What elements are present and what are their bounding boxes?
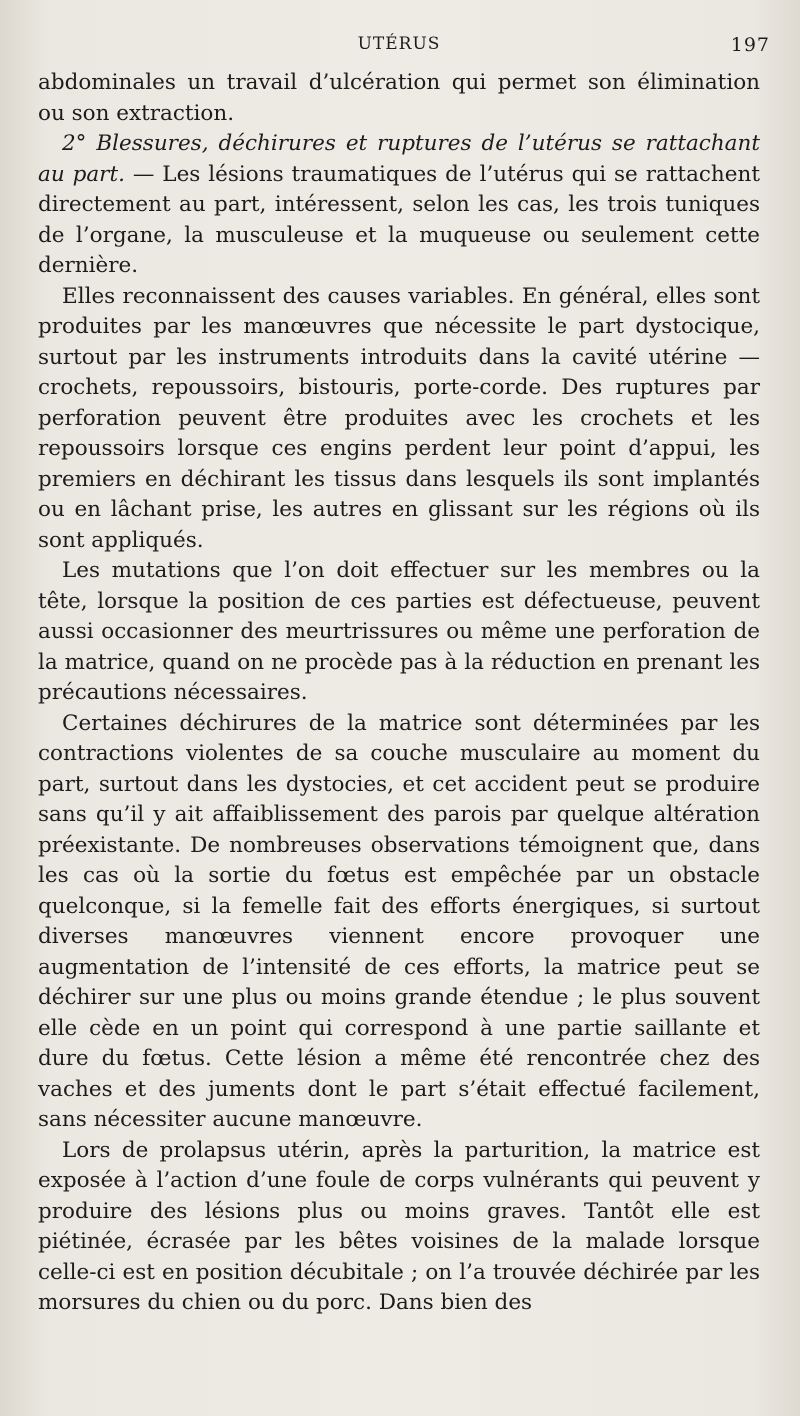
- running-title: UTÉRUS: [357, 34, 441, 54]
- paragraph-2-text: — Les lésions traumatiques de l’utérus qui se rattachent directement au part, intéressent, selon les cas, les trois tuniques de l’organe, la musculeuse et la muqueuse ou seulement cette dernière.: [38, 161, 760, 278]
- page-header: [38, 34, 770, 68]
- paragraph-4: Les mutations que l’on doit effectuer sur les membres ou la tête, lorsque la position de ces parties est défectueuse, peuvent aussi occasionner des meurtrissures ou même une perforation de la matrice, quand on ne procède pas à la réduction en prenant les précautions nécessaires.: [38, 558, 760, 705]
- page-number: 197: [730, 34, 770, 56]
- paragraph-5: Certaines déchirures de la matrice sont déterminées par les contractions violentes de sa couche musculaire au moment du part, surtout dans les dystocies, et cet accident peut se produire sans qu’il y ait affaiblissement des parois par quelque altération préexistante. De nombreuses observations témoignent que, dans les cas où la sortie du fœtus est empêchée par un obstacle quelconque, si la femelle fait des efforts énergiques, si surtout diverses manœuvres viennent encore provoquer une augmentation de l’intensité de ces efforts, la matrice peut se déchirer sur une plus ou moins grande étendue ; le plus souvent elle cède en un point qui correspond à une partie saillante et dure du fœtus. Cette lésion a même été rencontrée chez des vaches et des juments dont le part s’était effectué facilement, sans nécessiter aucune manœuvre.: [38, 710, 760, 1132]
- paragraph-3: Elles reconnaissent des causes variables. En général, elles sont produites par les manœuvres que nécessite le part dystocique, surtout par les instruments introduits dans la cavité utérine — crochets, repoussoirs, bistouris, porte-corde. Des ruptures par perforation peuvent être produites avec les crochets et les repoussoirs lorsque ces engins perdent leur point d’appui, les premiers en déchirant les tissus dans lesquels ils sont implantés ou en lâchant prise, les autres en glissant sur les régions où ils sont appliqués.: [38, 283, 760, 553]
- paragraph-6: Lors de prolapsus utérin, après la parturition, la matrice est exposée à l’action d’une foule de corps vulnérants qui peuvent y produire des lésions plus ou moins graves. Tantôt elle est piétinée, écrasée par les bêtes voisines de la malade lorsque celle-ci est en position décubitale ; on l’a trouvée déchirée par les morsures du chien ou du porc. Dans bien des: [38, 1137, 760, 1315]
- paragraph-2: [38, 129, 760, 282]
- section-heading: 2° Blessures, déchirures et ruptures de l’utérus se rattachant au part.: [38, 131, 760, 187]
- body-text: [38, 68, 760, 1319]
- paragraph-1: abdominales un travail d’ulcération qui permet son élimination ou son extraction.: [38, 70, 760, 126]
